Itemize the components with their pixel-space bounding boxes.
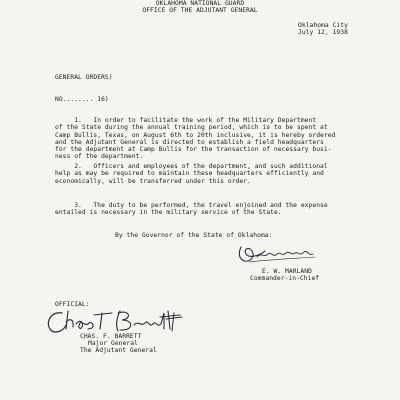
paragraph-line: help as may be required to maintain these headquarters efficiently and — [55, 170, 324, 178]
governor-by-line: By the Governor of the State of Oklahoma: — [115, 232, 273, 239]
paragraph-3 — [55, 202, 355, 217]
paragraph-line: 3. The duty to be performed, the travel enjoined and the expense — [55, 202, 328, 209]
official-label: OFFICIAL: — [55, 301, 90, 308]
letterhead-line-2: OFFICE OF THE ADJUTANT GENERAL — [142, 7, 258, 14]
paragraph-line: economically, will be transferred under this order. — [55, 177, 251, 185]
order-number: NO........ 16) — [55, 96, 109, 103]
paragraph-line: 2. Officers and employees of the department, and such additional — [55, 163, 328, 170]
paragraph-line: and the Adjutant General is directed to establish a field headquarters — [55, 138, 324, 146]
general-orders-label: GENERAL ORDERS) — [55, 74, 113, 81]
governor-title: Commander-in-Chief — [250, 275, 320, 282]
paragraph-line: of the State during the annual training period, which is to be spent at — [55, 124, 328, 132]
place-city: Oklahoma City — [298, 22, 348, 29]
paragraph-line: for the department at Camp Bullis for the transaction of necessary busi- — [55, 146, 332, 154]
paragraph-2 — [55, 163, 355, 185]
paragraph-line: ness of the department. — [55, 153, 144, 161]
paragraph-line: entailed is necessary in the military service of the State. — [55, 209, 282, 217]
official-rank: Major General — [88, 340, 138, 347]
letterhead-line-1: OKLAHOMA NATIONAL GUARD — [155, 0, 245, 7]
paragraph-line: 1. In order to facilitate the work of the Military Department — [55, 117, 317, 124]
official-title: The Adjutant General — [80, 347, 157, 354]
official-name: CHAS. F. BARRETT — [80, 333, 142, 340]
paragraph-1 — [55, 117, 355, 161]
governor-name: E. W. MARLAND — [262, 268, 312, 275]
issue-date: July 12, 1938 — [298, 29, 348, 36]
paragraph-line: Camp Bullis, Texas, on August 6th to 20th inclusive, it is hereby ordered — [55, 131, 336, 139]
governor-signature — [235, 243, 320, 265]
